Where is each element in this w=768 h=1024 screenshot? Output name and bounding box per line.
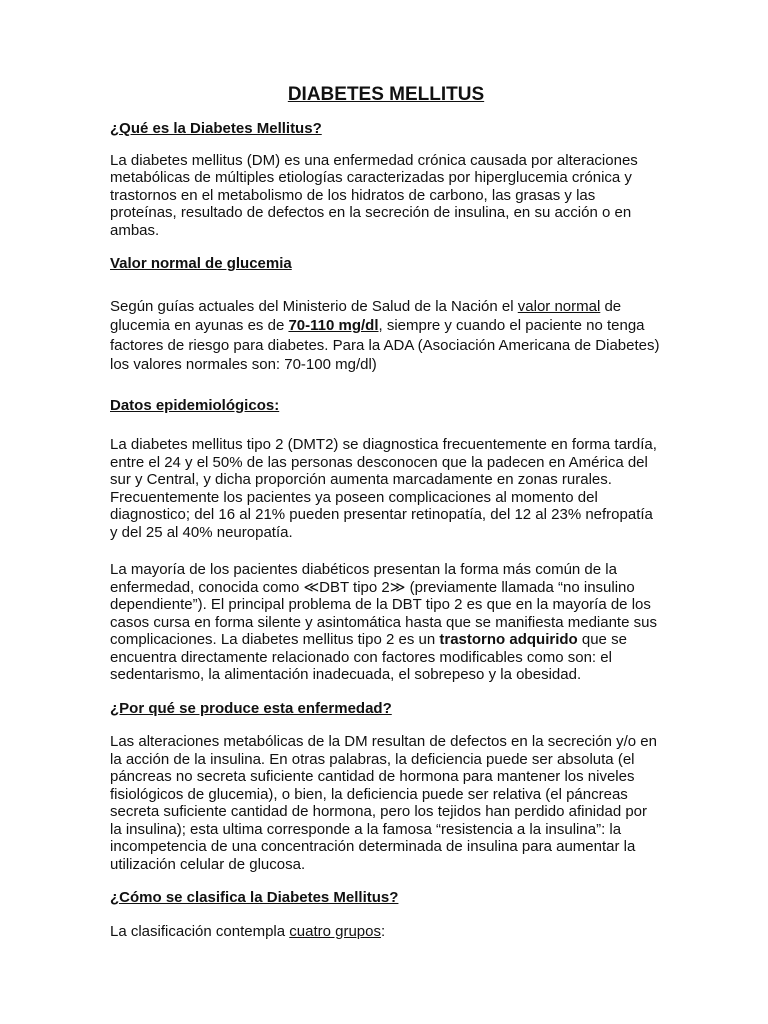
section-heading-epidemiology: Datos epidemiológicos: <box>110 396 280 414</box>
text-run-underlined: cuatro grupos <box>289 922 381 940</box>
text-run: : <box>381 922 386 940</box>
paragraph-cause: Las alteraciones metabólicas de la DM resultan de defectos en la secreción y/o en la acción de la insulina. En otras palabras, la deficiencia puede ser absoluta (el páncreas no secreta suficiente cantidad de hormona para mantener los niveles fisiológicos de glucemia), o bien, la deficiencia puede ser relativa (el páncreas secreta suficiente cantidad de hormona, pero los tejidos han perdido afinidad por la insulina); esta ultima corresponde a la famosa “resistencia a la insulina”: la incompetencia de una concentración determinada de insulina para aumentar la utilización celular de glucosa. <box>110 733 657 873</box>
text-run: La mayoría de los pacientes diabéticos presentan la forma más común de la enfermedad, conocida como ≪DBT tipo 2≫ (previamente llamada “no insulino dependiente”). El principal problema de la DBT tipo 2 es que en la mayoría de los casos cursa en forma silente y asintomática hasta que se manifiesta mediante sus complicaciones. La diabetes mellitus tipo 2 es un <box>110 561 657 648</box>
paragraph-normal-glucose <box>110 297 662 375</box>
text-run-bold: trastorno adquirido <box>439 631 578 648</box>
section-heading-normal-glucose: Valor normal de glucemia <box>110 255 292 272</box>
text-run: de glucemia en ayunas es de <box>110 297 622 334</box>
text-run: , siempre y cuando el paciente no tenga factores de riesgo para diabetes. Para la ADA (Asociación Americana de Diabetes) los valores normales son: 70-100 mg/dl) <box>110 317 660 373</box>
document-page <box>110 84 662 940</box>
paragraph-definition: La diabetes mellitus (DM) es una enfermedad crónica causada por alteraciones metabólicas de múltiples etiologías caracterizadas por hiperglucemia crónica y trastornos en el metabolismo de los hidratos de carbono, las grasas y las proteínas, resultado de defectos en la secreción de insulina, en su acción o en ambas. <box>110 151 638 239</box>
document-title: DIABETES MELLITUS <box>287 84 485 105</box>
text-run-underlined: valor normal <box>517 297 601 315</box>
text-run: que se encuentra directamente relacionado con factores modificables como son: el sedentarismo, la alimentación inadecuada, el sobrepeso y la obesidad. <box>110 631 627 683</box>
paragraph-epidemiology-2 <box>110 561 662 684</box>
text-run: Según guías actuales del Ministerio de Salud de la Nación el <box>110 297 518 315</box>
section-heading-classification: ¿Cómo se clasifica la Diabetes Mellitus? <box>110 889 399 906</box>
text-run: La clasificación contempla <box>110 922 290 940</box>
section-heading-what-is: ¿Qué es la Diabetes Mellitus? <box>110 120 322 137</box>
paragraph-classification <box>110 923 662 941</box>
section-heading-cause: ¿Por qué se produce esta enfermedad? <box>110 699 392 717</box>
paragraph-epidemiology-1: La diabetes mellitus tipo 2 (DMT2) se diagnostica frecuentemente en forma tardía, entre el 24 y el 50% de las personas desconocen que la padecen en América del sur y Central, y dicha proporción aumenta marcadamente en zonas rurales. Frecuentemente los pacientes ya poseen complicaciones al momento del diagnostico; del 16 al 21% pueden presentar retinopatía, del 12 al 23% nefropatía y del 25 al 40% neuropatía. <box>110 436 657 541</box>
text-run-bold-underlined: 70-110 mg/dl <box>288 317 379 334</box>
